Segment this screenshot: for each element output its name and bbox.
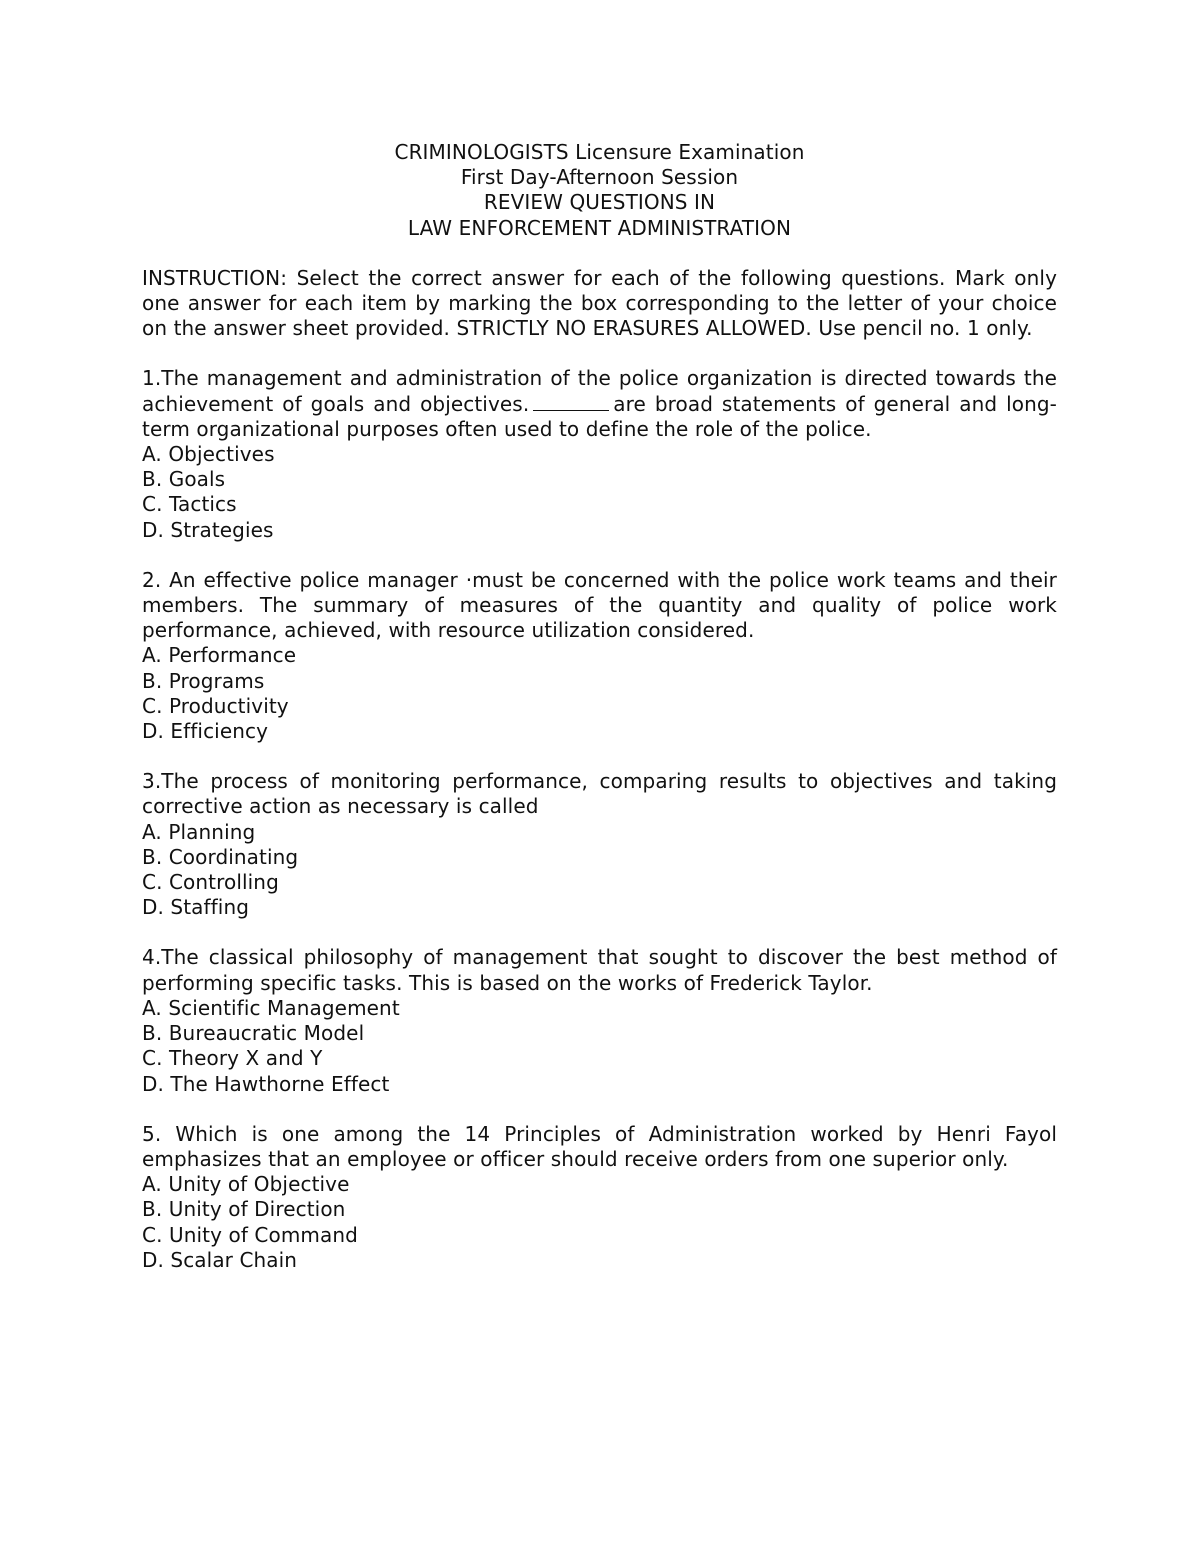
answer-options: [142, 643, 1057, 744]
question-stem-part-1: 1.The management and administration of the police organization is directed towards the achievement of goals and objectives.: [142, 366, 1057, 416]
document-page: [142, 140, 1057, 1298]
answer-options: [142, 442, 1057, 543]
option-c: C. Productivity: [142, 693, 289, 718]
option-b: B. Bureaucratic Model: [142, 1021, 365, 1046]
answer-options: [142, 1172, 1057, 1273]
option-c: C. Tactics: [142, 492, 237, 517]
question-3: [142, 769, 1057, 920]
option-b: B. Goals: [142, 467, 226, 492]
answer-blank: [533, 392, 609, 411]
option-d: D. Efficiency: [142, 719, 269, 744]
option-a: A. Objectives: [142, 442, 275, 467]
question-stem: 4.The classical philosophy of management that sought to discover the best method of performing specific tasks. This is based on the works of Frederick Taylor.: [142, 945, 1057, 995]
option-a: A. Performance: [142, 643, 297, 668]
question-stem-part-2: are broad statements of general and long-term organizational purposes often used to define the role of the police.: [142, 391, 1057, 441]
option-c: C. Unity of Command: [142, 1222, 358, 1247]
answer-options: [142, 996, 1057, 1097]
option-d: D. Scalar Chain: [142, 1247, 298, 1272]
option-c: C. Theory X and Y: [142, 1046, 323, 1071]
question-4: [142, 945, 1057, 1096]
header-subtitle: REVIEW QUESTIONS IN: [483, 190, 716, 215]
question-2: [142, 568, 1057, 744]
option-b: B. Unity of Direction: [142, 1197, 346, 1222]
question-stem: 3.The process of monitoring performance, comparing results to objectives and taking corrective action as necessary is called: [142, 769, 1057, 819]
option-d: D. Strategies: [142, 517, 274, 542]
question-5: [142, 1122, 1057, 1273]
answer-options: [142, 820, 1057, 921]
option-d: D. The Hawthorne Effect: [142, 1071, 390, 1096]
option-c: C. Controlling: [142, 870, 279, 895]
option-a: A. Scientific Management: [142, 995, 400, 1020]
question-stem: 2. An effective police manager ·must be concerned with the police work teams and their members. The summary of measures of the quantity and quality of police work performance, achieved, with resource utilization considered.: [142, 567, 1057, 643]
question-stem: [142, 366, 1057, 442]
option-a: A. Unity of Objective: [142, 1172, 350, 1197]
document-header: [142, 140, 1057, 241]
option-a: A. Planning: [142, 819, 256, 844]
instruction-paragraph: INSTRUCTION: Select the correct answer for each of the following questions. Mark only one answer for each item by marking the box corresponding to the letter of your choice on the answer sheet provided. STRICTLY NO ERASURES ALLOWED. Use pencil no. 1 only.: [142, 265, 1057, 341]
header-title: CRIMINOLOGISTS Licensure Examination: [394, 140, 805, 164]
header-subject: LAW ENFORCEMENT ADMINISTRATION: [407, 215, 792, 240]
question-1: [142, 366, 1057, 542]
option-d: D. Staffing: [142, 895, 250, 920]
header-session: First Day-Afternoon Session: [460, 165, 739, 190]
question-stem: 5. Which is one among the 14 Principles of Administration worked by Henri Fayol emphasizes that an employee or officer should receive orders from one superior only.: [142, 1121, 1057, 1171]
option-b: B. Coordinating: [142, 844, 299, 869]
option-b: B. Programs: [142, 668, 265, 693]
